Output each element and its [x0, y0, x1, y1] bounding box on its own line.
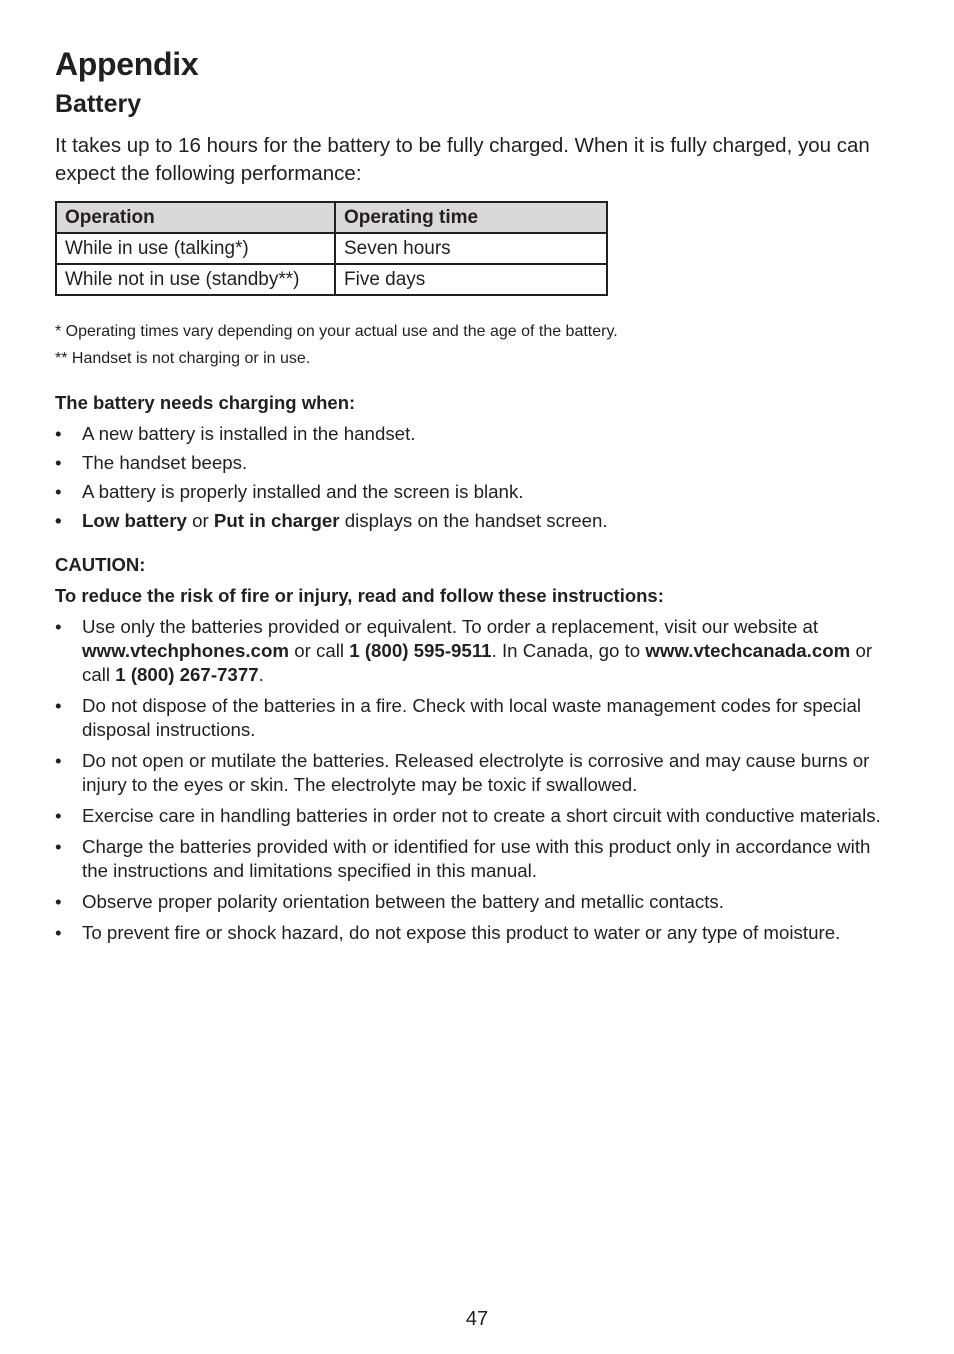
list-item: • Observe proper polarity orientation between the battery and metallic contacts. — [55, 891, 724, 912]
list-item: • Charge the batteries provided with or identified for use with this product only in accordance with the instructions and limitations specified in this manual. — [55, 836, 871, 881]
bullet-glyph: • — [55, 805, 62, 826]
list-item: • Exercise care in handling batteries in order not to create a short circuit with conductive materials. — [55, 805, 881, 826]
table-header-cell: Operating time — [335, 202, 607, 233]
list-item: • Low battery or Put in charger displays on the handset screen. — [55, 510, 608, 531]
table-header-cell: Operation — [56, 202, 335, 233]
charging-heading: The battery needs charging when: — [55, 392, 356, 413]
table-cell: Seven hours — [335, 233, 607, 264]
bullet-glyph: • — [55, 922, 62, 943]
phone-number: 1 (800) 267-7377 — [115, 664, 259, 685]
list-item: • To prevent fire or shock hazard, do not expose this product to water or any type of moisture. — [55, 922, 841, 943]
list-item: • Use only the batteries provided or equivalent. To order a replacement, visit our website at www.vtechphones.com or call 1 (800) 595-9511. In Canada, go to www.vtechcanada.com or call 1 (800) 267-7377. — [55, 616, 873, 685]
bullet-glyph: • — [55, 836, 62, 857]
bullet-glyph: • — [55, 695, 62, 716]
table-cell: While in use (talking*) — [56, 233, 335, 264]
table-row — [56, 233, 607, 264]
bullet-glyph: • — [55, 616, 62, 637]
list-item: • The handset beeps. — [55, 452, 248, 473]
section-heading: Battery — [55, 90, 142, 118]
table-cell: Five days — [335, 264, 607, 295]
caution-label: CAUTION: — [55, 554, 146, 575]
phone-number: 1 (800) 595-9511 — [349, 640, 492, 661]
footnote: * Operating times vary depending on your actual use and the age of the battery. — [55, 323, 618, 340]
bullet-glyph: • — [55, 891, 62, 912]
page-number: 47 — [465, 1308, 489, 1330]
performance-table — [55, 201, 608, 296]
table-header-row — [56, 202, 607, 233]
caution-heading: To reduce the risk of fire or injury, read and follow these instructions: — [55, 585, 664, 606]
list-item: • A battery is properly installed and the screen is blank. — [55, 481, 524, 502]
footnote: ** Handset is not charging or in use. — [55, 350, 311, 367]
bullet-glyph: • — [55, 750, 62, 771]
list-item: • Do not open or mutilate the batteries. Released electrolyte is corrosive and may cause burns or injury to the eyes or skin. The electrolyte may be toxic if swallowed. — [55, 750, 870, 795]
table-row — [56, 264, 607, 295]
website-link: www.vtechphones.com — [82, 640, 289, 661]
bullet-glyph: • — [55, 452, 62, 473]
list-item: • A new battery is installed in the handset. — [55, 423, 416, 444]
website-link: www.vtechcanada.com — [645, 640, 851, 661]
list-item: • Do not dispose of the batteries in a fire. Check with local waste management codes for special disposal instructions. — [55, 695, 862, 740]
intro-paragraph: It takes up to 16 hours for the battery to be fully charged. When it is fully charged, you can expect the following performance: — [55, 134, 870, 185]
bullet-glyph: • — [55, 423, 62, 444]
bullet-glyph: • — [55, 481, 62, 502]
page-title: Appendix — [55, 46, 199, 82]
bullet-glyph: • — [55, 510, 62, 531]
caution-list — [55, 615, 885, 945]
charging-list — [55, 422, 885, 533]
table-cell: While not in use (standby**) — [56, 264, 335, 295]
